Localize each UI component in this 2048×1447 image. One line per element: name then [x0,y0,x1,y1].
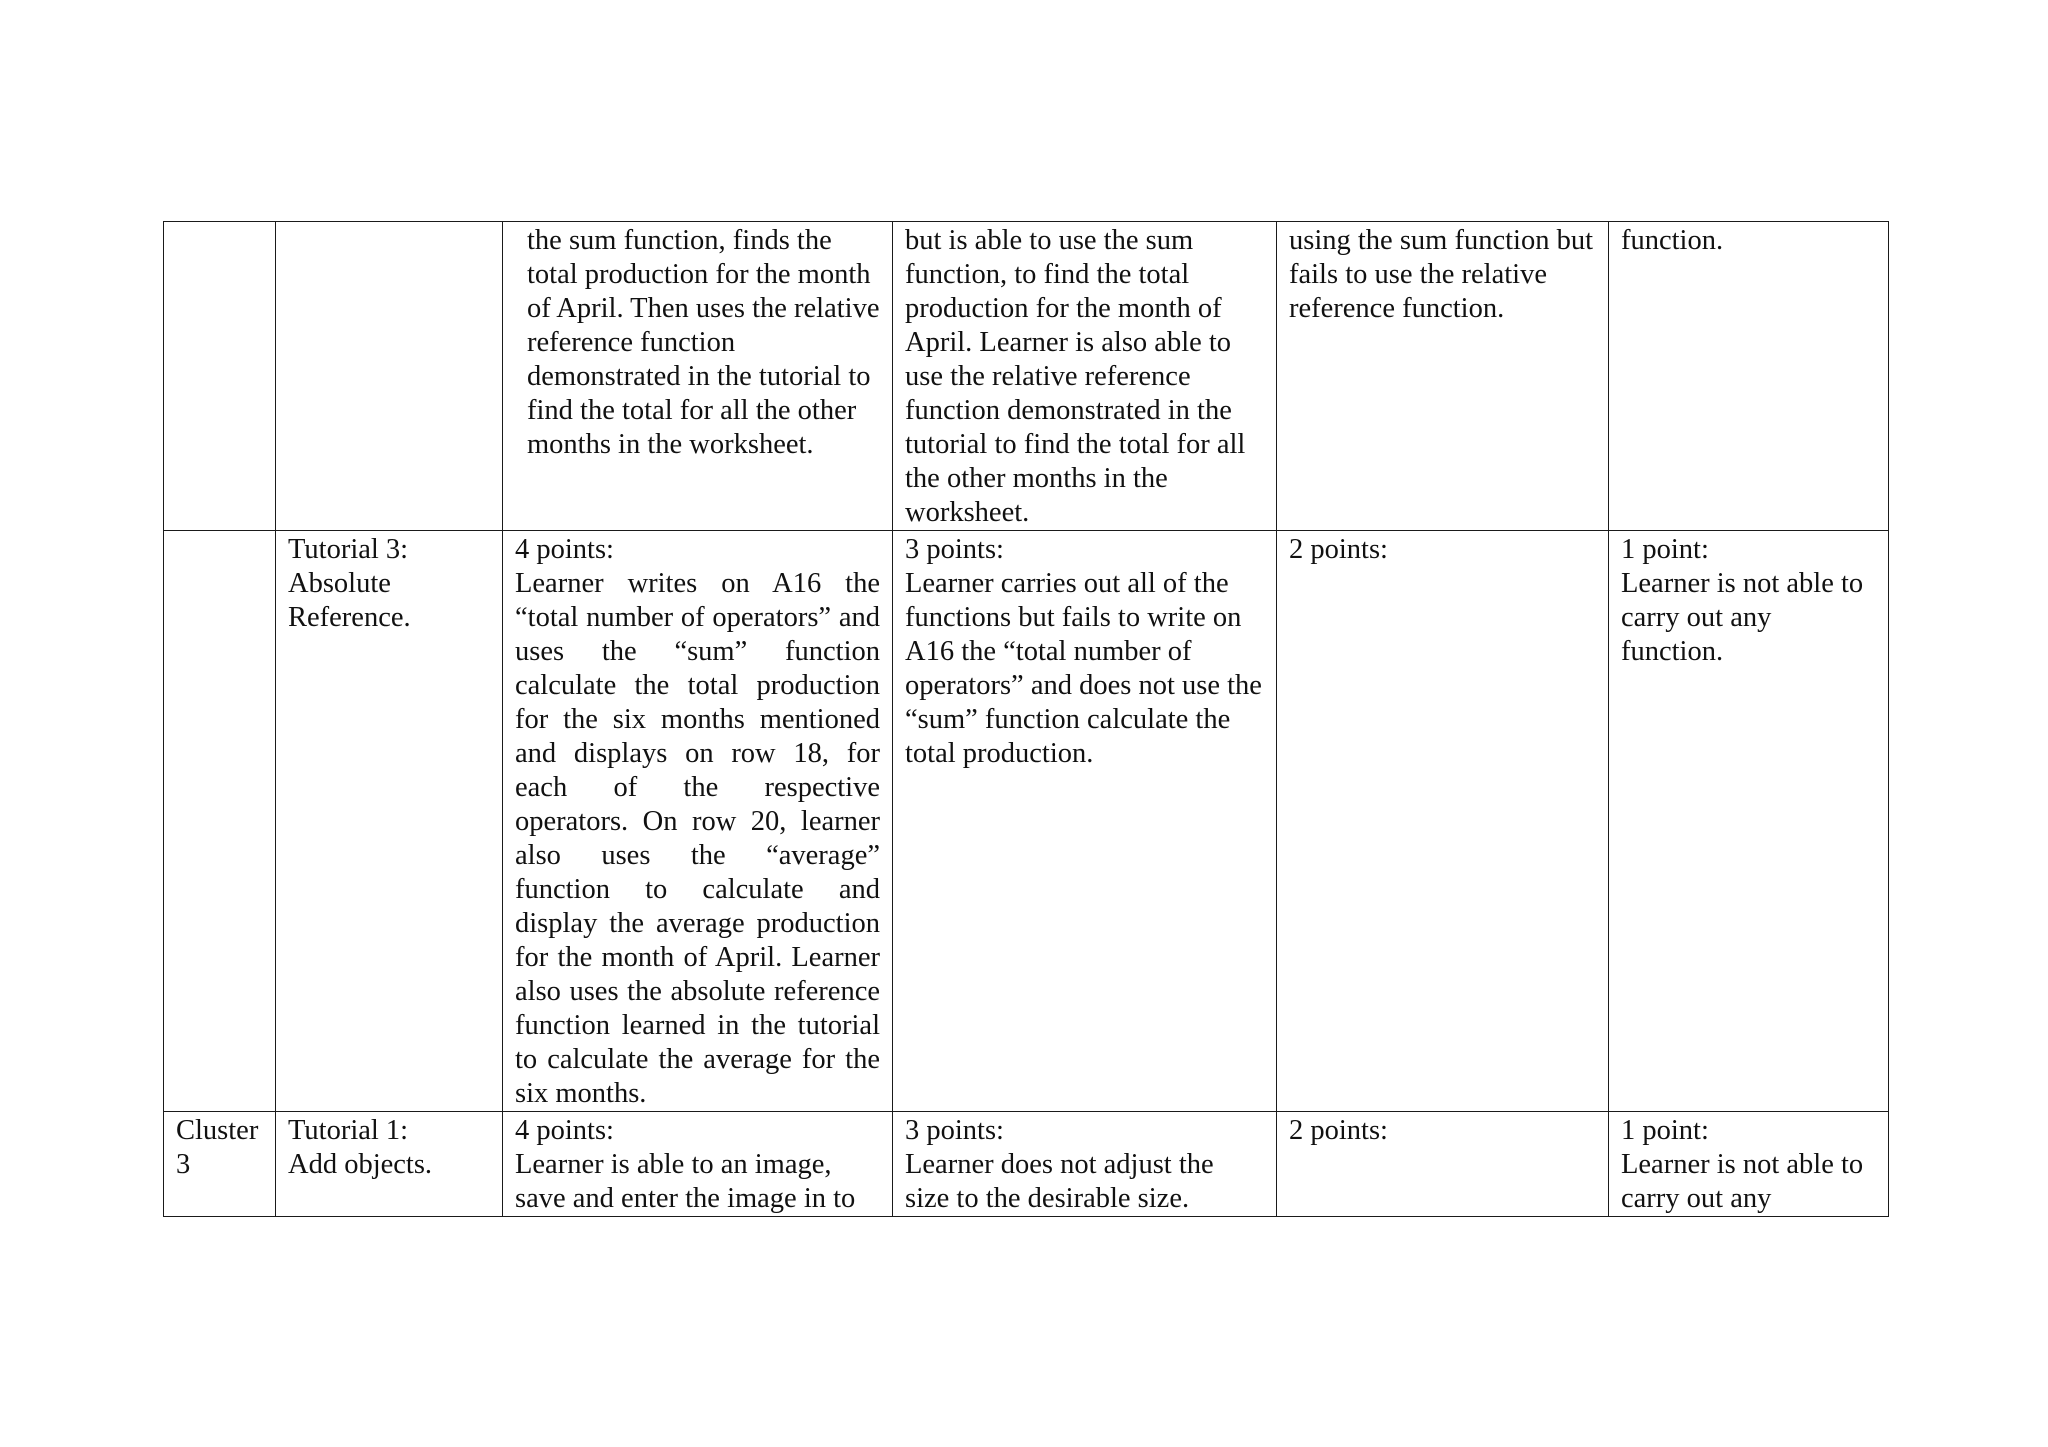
four-points-label: 4 points: [515,1115,614,1146]
one-point-cell [1609,1112,1889,1217]
one-point-cell [1609,531,1889,1112]
three-points-label: 3 points: [905,1115,1004,1146]
tutorial-name: Absolute Reference. [288,568,411,633]
two-points-cell [1277,222,1609,531]
four-points-cell [503,1112,893,1217]
cluster-cell [164,1112,276,1217]
tutorial-cell [276,222,503,531]
table-row [164,531,1889,1112]
two-points-cell [1277,1112,1609,1217]
two-points-label: 2 points: [1289,534,1388,565]
three-points-text: Learner carries out all of the functions but fails to write on A16 the “total number of operators” and does not use the “sum” function calculate the total production. [905,568,1262,769]
four-points-text: the sum function, finds the total production for the month of April. Then uses the relative reference function demonstrated in the tutorial to find the total for all the other months in the worksheet. [527,225,880,460]
tutorial-title: Tutorial 1: [288,1115,409,1146]
cluster-cell [164,531,276,1112]
four-points-cell [503,531,893,1112]
three-points-label: 3 points: [905,534,1004,565]
table-row [164,222,1889,531]
three-points-text: Learner does not adjust the size to the desirable size. [905,1149,1214,1214]
four-points-text: Learner writes on A16 the “total number of operators” and uses the “sum” function calculate the total production for the six months mentioned and displays on row 18, for each of the respective operators. On row 20, learner also uses the “average” function to calculate and display the average production for the month of April. Learner also uses the absolute reference function learned in the tutorial to calculate the average for the six months. [515,568,880,1109]
table-row [164,1112,1889,1217]
one-point-cell [1609,222,1889,531]
one-point-text: Learner is not able to carry out any [1621,1149,1864,1214]
tutorial-name: Add objects. [288,1149,433,1180]
three-points-cell [893,1112,1277,1217]
one-point-label: 1 point: [1621,534,1709,565]
four-points-label: 4 points: [515,534,614,565]
one-point-text: Learner is not able to carry out any function. [1621,568,1864,667]
three-points-cell [893,531,1277,1112]
three-points-cell [893,222,1277,531]
cluster-label: Cluster 3 [176,1115,259,1180]
one-point-text: function. [1621,225,1724,256]
cluster-cell [164,222,276,531]
four-points-text: Learner is able to an image, save and enter the image in to [515,1149,856,1214]
three-points-text: but is able to use the sum function, to find the total production for the month of April. Learner is also able to use the relative reference function demonstrated in the tutorial to find the total for all the other months in the worksheet. [905,225,1246,528]
two-points-label: 2 points: [1289,1115,1388,1146]
four-points-cell [503,222,893,531]
tutorial-title: Tutorial 3: [288,534,409,565]
two-points-text: using the sum function but fails to use the relative reference function. [1289,225,1593,324]
tutorial-cell [276,531,503,1112]
tutorial-cell [276,1112,503,1217]
rubric-table [163,221,1889,1217]
two-points-cell [1277,531,1609,1112]
one-point-label: 1 point: [1621,1115,1709,1146]
